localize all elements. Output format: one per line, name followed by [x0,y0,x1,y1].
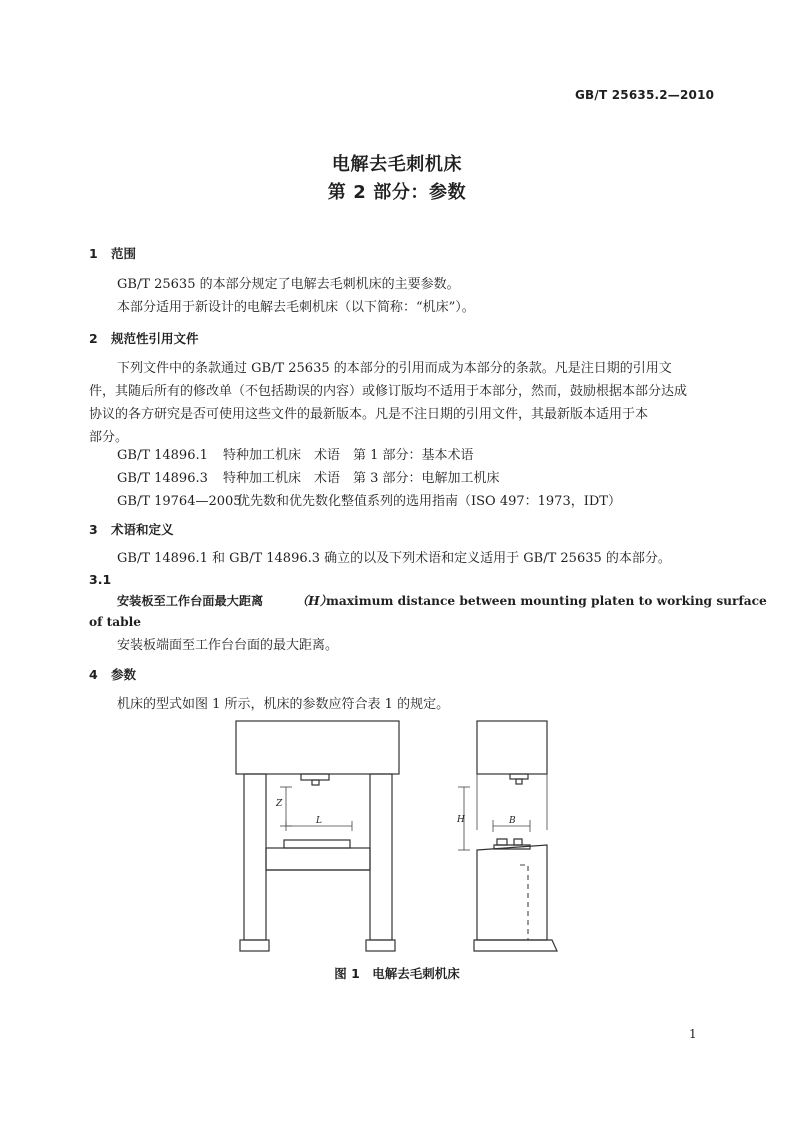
side-view-head-stem [516,779,522,784]
front-view-table-top [284,840,350,848]
section-2-number: 2 [89,331,98,346]
document-title-line-1: 电解去毛刺机床 [331,154,463,175]
term-3-1-number: 3.1 [89,572,112,587]
references-intro-line-2: 件，其随后所有的修改单（不包括勘误的内容）或修订版均不适用于本部分，然而，鼓励根据本部分达成 [89,384,688,399]
term-name-en: maximum distance between mounting platen to working surface [326,594,767,608]
section-3-number: 3 [89,522,98,537]
references-intro-line-4: 部分。 [89,430,129,445]
front-view-right-foot [366,940,395,951]
side-view-foot [474,940,557,951]
term-name-en-continued: of table [89,615,142,629]
scope-paragraph-2: 本部分适用于新设计的电解去毛刺机床（以下简称：“机床”）。 [117,300,475,315]
reference-1-code: GB/T 14896.1 [117,448,208,463]
term-symbol: （H） [296,594,332,608]
references-intro-line-3: 协议的各方研究是否可使用这些文件的最新版本。凡是不注日期的引用文件，其最新版本适用于本 [89,407,649,422]
parameters-text: 机床的型式如图 1 所示，机床的参数应符合表 1 的规定。 [117,697,450,712]
front-view-head-plate [301,774,329,780]
section-4-number: 4 [89,667,98,682]
side-view-head-plate [510,774,528,779]
front-view-head-stem [312,780,319,785]
standard-code: GB/T 25635.2—2010 [575,88,715,102]
side-view-lower-base [477,845,547,940]
front-view-table-body [266,848,370,870]
label-b: B [509,816,516,826]
front-view-left-foot [240,940,269,951]
reference-2-title: 特种加工机床 术语 第 3 部分：电解加工机床 [223,471,500,486]
term-name-zh: 安装板至工作台面最大距离 [117,594,264,608]
side-view-fixture-right [514,839,522,845]
section-3-title: 术语和定义 [111,522,174,537]
page-number: 1 [689,1027,697,1041]
scope-paragraph-1: GB/T 25635 的本部分规定了电解去毛刺机床的主要参数。 [117,277,460,292]
side-view-fixture-left [497,839,507,845]
reference-1-title: 特种加工机床 术语 第 1 部分：基本术语 [223,448,474,463]
section-1-title: 范围 [111,246,137,261]
side-view-head [477,721,547,774]
label-l: L [316,816,322,826]
references-intro-line-1: 下列文件中的条款通过 GB/T 25635 的本部分的引用而成为本部分的条款。凡是注日期的引用文 [117,361,672,376]
front-view-left-column [244,774,266,940]
document-title-line-2: 第 2 部分：参数 [327,182,467,203]
front-view-top-frame [236,721,399,774]
front-view-right-column [370,774,392,940]
term-definition: 安装板端面至工作台台面的最大距离。 [117,638,339,653]
figure-caption: 图 1 电解去毛刺机床 [334,966,460,981]
terms-intro: GB/T 14896.1 和 GB/T 14896.3 确立的以及下列术语和定义适用于 GB/T 25635 的本部分。 [117,551,671,566]
label-h: H [457,815,465,825]
side-view-hidden-line [520,865,528,940]
reference-3-title: 优先数和优先数化整值系列的选用指南（ISO 497：1973，IDT） [237,494,621,509]
reference-3-code: GB/T 19764—2005 [117,494,242,509]
section-1-number: 1 [89,246,98,261]
section-4-title: 参数 [111,667,137,682]
section-2-title: 规范性引用文件 [111,331,199,346]
reference-2-code: GB/T 14896.3 [117,471,208,486]
label-z: Z [276,799,283,809]
